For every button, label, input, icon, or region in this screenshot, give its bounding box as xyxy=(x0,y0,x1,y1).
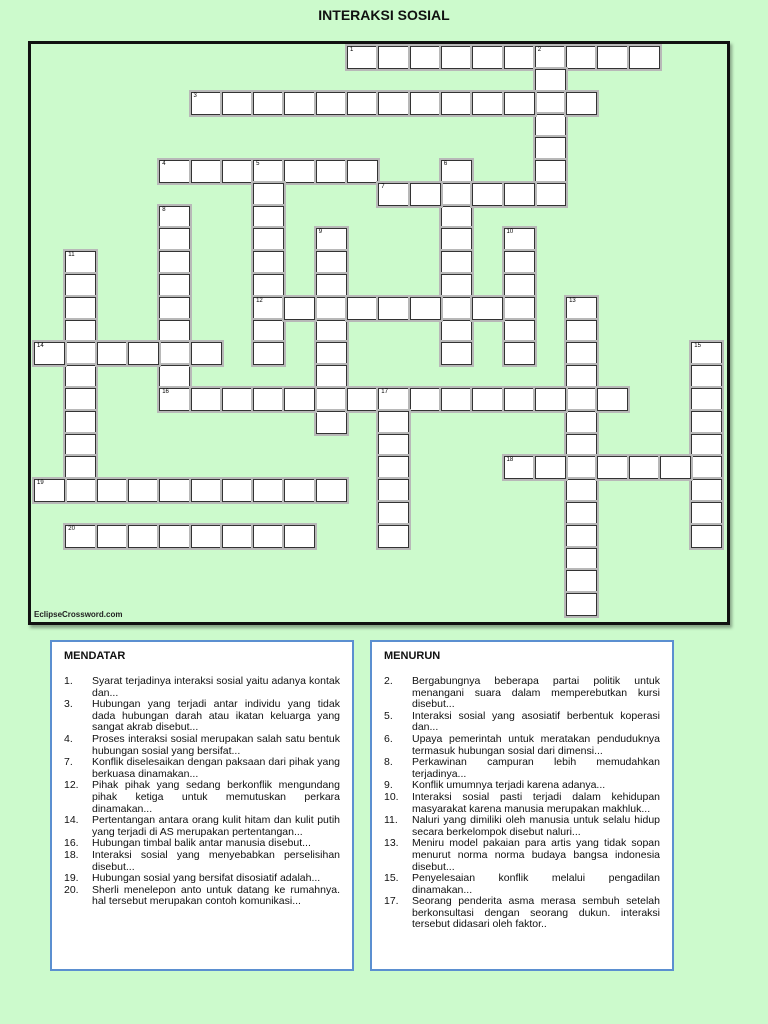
page-title: INTERAKSI SOSIAL xyxy=(318,7,450,23)
clue-num: 13. xyxy=(384,837,399,850)
clue-number: 8 xyxy=(162,206,166,213)
grid-cell[interactable] xyxy=(347,92,378,115)
grid-cell[interactable] xyxy=(629,456,660,479)
grid-cell[interactable] xyxy=(535,114,566,137)
grid-cell[interactable] xyxy=(253,479,284,502)
grid-cell[interactable] xyxy=(97,342,128,365)
down-clue xyxy=(384,676,660,711)
across-clue xyxy=(64,780,340,815)
clue-text: Hubungan timbal balik antar manusia disebut... xyxy=(92,837,311,850)
grid-cell[interactable] xyxy=(504,342,535,365)
grid-cell[interactable] xyxy=(159,160,190,183)
clue-num: 9. xyxy=(384,779,393,792)
clue-num: 10. xyxy=(384,790,399,803)
grid-cell[interactable] xyxy=(535,92,566,115)
grid-cell[interactable] xyxy=(441,183,472,206)
grid-cell[interactable] xyxy=(316,320,347,343)
grid-cell[interactable] xyxy=(566,548,597,571)
clue-number: 13 xyxy=(569,297,576,304)
grid-cell[interactable] xyxy=(504,183,535,206)
grid-cell[interactable] xyxy=(472,388,503,411)
grid-cell[interactable] xyxy=(159,525,190,548)
down-clue xyxy=(384,792,660,815)
down-clue xyxy=(384,815,660,838)
grid-cell[interactable] xyxy=(284,92,315,115)
grid-cell[interactable] xyxy=(284,160,315,183)
grid-cell[interactable] xyxy=(441,274,472,297)
across-heading: MENDATAR xyxy=(64,650,126,662)
grid-cell[interactable] xyxy=(691,388,722,411)
grid-cell[interactable] xyxy=(504,456,535,479)
grid-cell[interactable] xyxy=(253,228,284,251)
grid-cell[interactable] xyxy=(660,456,691,479)
grid-cell[interactable] xyxy=(566,479,597,502)
grid-cell[interactable] xyxy=(65,434,96,457)
grid-cell[interactable] xyxy=(378,92,409,115)
clue-text: Konflik diselesaikan dengan paksaan dari pihak yang berkuasa dinamakan... xyxy=(92,756,340,780)
across-clue xyxy=(64,699,340,734)
grid-cell[interactable] xyxy=(65,320,96,343)
grid-cell[interactable] xyxy=(566,434,597,457)
grid-cell[interactable] xyxy=(410,46,441,69)
grid-cell[interactable] xyxy=(597,46,628,69)
grid-cell[interactable] xyxy=(253,206,284,229)
down-clue xyxy=(384,734,660,757)
across-clue xyxy=(64,850,340,873)
grid-cell[interactable] xyxy=(441,160,472,183)
grid-cell[interactable] xyxy=(378,456,409,479)
clue-num: 11. xyxy=(384,814,398,827)
clue-number: 5 xyxy=(256,161,260,167)
grid-cell[interactable] xyxy=(378,411,409,434)
grid-cell[interactable] xyxy=(159,297,190,320)
grid-cell[interactable] xyxy=(441,297,472,320)
grid-cell[interactable] xyxy=(316,411,347,434)
grid-cell[interactable] xyxy=(504,251,535,274)
grid-cell[interactable] xyxy=(253,320,284,343)
grid-cell[interactable] xyxy=(128,525,159,548)
across-clue xyxy=(64,676,340,699)
clue-number: 17 xyxy=(381,389,388,395)
grid-cell[interactable] xyxy=(253,160,284,183)
grid-cell[interactable] xyxy=(472,92,503,115)
grid-cell[interactable] xyxy=(566,570,597,593)
grid-cell[interactable] xyxy=(691,456,722,479)
grid-cell[interactable] xyxy=(316,92,347,115)
grid-cell[interactable] xyxy=(316,274,347,297)
grid-cell[interactable] xyxy=(316,160,347,183)
grid-cell[interactable] xyxy=(347,160,378,183)
clue-num: 16. xyxy=(64,837,79,850)
grid-cell[interactable] xyxy=(504,228,535,251)
grid-cell[interactable] xyxy=(159,388,190,411)
clue-text: Bergabungnya beberapa partai politik untuk menangani suara dalam memperebutkan kursi disebut... xyxy=(412,675,660,711)
grid-cell[interactable] xyxy=(535,46,566,69)
clue-num: 2. xyxy=(384,675,393,687)
clue-number: 19 xyxy=(37,480,44,487)
grid-cell[interactable] xyxy=(441,46,472,69)
grid-cell[interactable] xyxy=(128,342,159,365)
grid-cell[interactable] xyxy=(159,479,190,502)
grid-cell[interactable] xyxy=(597,456,628,479)
grid-cell[interactable] xyxy=(410,388,441,411)
grid-cell[interactable] xyxy=(316,479,347,502)
clue-number: 9 xyxy=(318,229,323,236)
grid-cell[interactable] xyxy=(159,251,190,274)
clue-text: Perkawinan campuran lebih memudahkan terjadinya... xyxy=(412,756,660,780)
grid-cell[interactable] xyxy=(535,183,566,206)
grid-cell[interactable] xyxy=(65,388,96,411)
grid-cell[interactable] xyxy=(441,388,472,411)
grid-cell[interactable] xyxy=(691,502,722,525)
grid-cell[interactable] xyxy=(347,46,378,69)
grid-cell[interactable] xyxy=(566,456,597,479)
clue-number: 4 xyxy=(162,161,166,167)
crossword-grid xyxy=(28,41,730,625)
grid-cell[interactable] xyxy=(284,388,315,411)
grid-cell[interactable] xyxy=(191,92,222,115)
clue-text: Meniru model pakaian para artis yang tidak sopan menurut norma norma budaya bangsa indonesia disebut... xyxy=(412,837,660,873)
clue-number: 7 xyxy=(381,183,385,190)
grid-cell[interactable] xyxy=(253,183,284,206)
grid-cell[interactable] xyxy=(410,297,441,320)
grid-cell[interactable] xyxy=(191,388,222,411)
grid-cell[interactable] xyxy=(316,228,347,251)
grid-cell[interactable] xyxy=(535,69,566,92)
clue-text: Konflik umumnya terjadi karena adanya... xyxy=(412,779,606,792)
grid-cell[interactable] xyxy=(566,320,597,343)
clue-number: 18 xyxy=(506,457,514,464)
grid-cell[interactable] xyxy=(65,365,96,388)
clue-number: 10 xyxy=(506,229,514,236)
clue-num: 6. xyxy=(384,732,393,745)
clue-number: 15 xyxy=(694,343,701,350)
clue-num: 5. xyxy=(384,709,393,722)
grid-cell[interactable] xyxy=(347,388,378,411)
grid-cell[interactable] xyxy=(128,479,159,502)
down-clue xyxy=(384,838,660,873)
grid-cell[interactable] xyxy=(566,297,597,320)
grid-cell[interactable] xyxy=(222,92,253,115)
clue-num: 8. xyxy=(384,756,393,769)
grid-cell[interactable] xyxy=(378,297,409,320)
grid-cell[interactable] xyxy=(691,479,722,502)
grid-cell[interactable] xyxy=(535,456,566,479)
grid-cell[interactable] xyxy=(65,525,96,548)
clue-num: 14. xyxy=(64,814,79,827)
grid-cell[interactable] xyxy=(691,525,722,548)
clue-number: 3 xyxy=(193,92,197,99)
grid-cell[interactable] xyxy=(316,388,347,411)
clue-text: Interaksi sosial pasti terjadi dalam kehidupan masyarakat karena manusia merupakan makhluk... xyxy=(412,790,660,815)
grid-cell[interactable] xyxy=(34,342,65,365)
grid-cell[interactable] xyxy=(316,297,347,320)
clue-num: 15. xyxy=(384,872,399,885)
grid-cell[interactable] xyxy=(97,479,128,502)
grid-cell[interactable] xyxy=(504,297,535,320)
grid-cell[interactable] xyxy=(222,479,253,502)
grid-cell[interactable] xyxy=(410,183,441,206)
clue-num: 20. xyxy=(64,883,79,896)
clue-number: 1 xyxy=(350,47,354,53)
grid-cell[interactable] xyxy=(253,92,284,115)
across-clues-panel xyxy=(50,640,354,971)
grid-cell[interactable] xyxy=(222,160,253,183)
grid-cell[interactable] xyxy=(159,365,190,388)
grid-cell[interactable] xyxy=(65,342,96,365)
grid-cell[interactable] xyxy=(504,92,535,115)
grid-cell[interactable] xyxy=(691,365,722,388)
grid-cell[interactable] xyxy=(504,274,535,297)
clue-number: 12 xyxy=(256,297,263,304)
grid-cell[interactable] xyxy=(378,479,409,502)
down-clues-panel xyxy=(370,640,674,971)
grid-cell[interactable] xyxy=(535,160,566,183)
across-clue xyxy=(64,734,340,757)
clue-num: 4. xyxy=(64,732,73,745)
grid-cell[interactable] xyxy=(566,365,597,388)
clue-text: Interaksi sosial yang menyebabkan perselisihan disebut... xyxy=(92,848,340,873)
grid-cell[interactable] xyxy=(253,388,284,411)
grid-cell[interactable] xyxy=(191,479,222,502)
grid-cell[interactable] xyxy=(472,297,503,320)
grid-cell[interactable] xyxy=(159,274,190,297)
grid-cell[interactable] xyxy=(597,388,628,411)
grid-cell[interactable] xyxy=(691,434,722,457)
clue-num: 18. xyxy=(64,848,79,861)
grid-cell[interactable] xyxy=(378,183,409,206)
grid-cell[interactable] xyxy=(378,525,409,548)
grid-cell[interactable] xyxy=(378,502,409,525)
grid-cell[interactable] xyxy=(159,228,190,251)
grid-cell[interactable] xyxy=(65,479,96,502)
grid-cell[interactable] xyxy=(566,525,597,548)
grid-cell[interactable] xyxy=(504,320,535,343)
down-clue xyxy=(384,757,660,780)
grid-cell[interactable] xyxy=(535,388,566,411)
grid-cell[interactable] xyxy=(65,456,96,479)
across-clue xyxy=(64,885,340,908)
clue-number: 16 xyxy=(162,389,169,395)
across-clue xyxy=(64,873,340,885)
grid-cell[interactable] xyxy=(159,320,190,343)
clue-text: Penyelesaian konflik melalui pengadilan dinamakan... xyxy=(412,872,660,896)
grid-cell[interactable] xyxy=(159,342,190,365)
clue-num: 17. xyxy=(384,895,399,908)
grid-cell[interactable] xyxy=(378,388,409,411)
across-clue xyxy=(64,815,340,838)
grid-cell[interactable] xyxy=(65,274,96,297)
grid-cell[interactable] xyxy=(566,411,597,434)
grid-cell[interactable] xyxy=(284,525,315,548)
grid-cell[interactable] xyxy=(159,206,190,229)
across-clue xyxy=(64,757,340,780)
grid-cell[interactable] xyxy=(441,92,472,115)
grid-cell[interactable] xyxy=(504,388,535,411)
grid-cell[interactable] xyxy=(378,46,409,69)
grid-cell[interactable] xyxy=(472,46,503,69)
grid-cell[interactable] xyxy=(191,160,222,183)
clue-text: Hubungan sosial yang bersifat disosiatif adalah... xyxy=(92,872,321,885)
grid-cell[interactable] xyxy=(191,525,222,548)
grid-cell[interactable] xyxy=(222,388,253,411)
grid-cell[interactable] xyxy=(253,274,284,297)
grid-cell[interactable] xyxy=(441,206,472,229)
grid-cell[interactable] xyxy=(191,342,222,365)
grid-cell[interactable] xyxy=(347,297,378,320)
grid-cell[interactable] xyxy=(441,228,472,251)
clue-text: Sherli menelepon anto untuk datang ke rumahnya. hal tersebut merupakan contoh komunikasi... xyxy=(92,883,340,908)
grid-cell[interactable] xyxy=(284,297,315,320)
clue-num: 19. xyxy=(64,872,79,885)
clue-num: 3. xyxy=(64,698,73,711)
grid-cell[interactable] xyxy=(65,297,96,320)
grid-cell[interactable] xyxy=(284,479,315,502)
clue-text: Hubungan yang terjadi antar individu yang tidak dada hubungan darah atau ikatan keluarga yang sangat akrab disebut... xyxy=(92,698,340,734)
grid-cell[interactable] xyxy=(441,342,472,365)
grid-cell[interactable] xyxy=(65,251,96,274)
grid-cell[interactable] xyxy=(253,251,284,274)
clue-text: Seorang penderita asma merasa sembuh setelah berkonsultasi dengan seorang dukun. interaksi tersebut didasari oleh faktor.. xyxy=(412,895,660,931)
down-clue xyxy=(384,711,660,734)
clue-num: 7. xyxy=(64,756,73,769)
down-clue xyxy=(384,873,660,896)
credit-text: EclipseCrossword.com xyxy=(34,610,123,619)
grid-cell[interactable] xyxy=(566,388,597,411)
grid-cell[interactable] xyxy=(566,502,597,525)
clue-text: Syarat terjadinya interaksi sosial yaitu adanya kontak dan... xyxy=(92,675,340,699)
grid-cell[interactable] xyxy=(316,342,347,365)
down-clue xyxy=(384,896,660,931)
clue-number: 14 xyxy=(37,343,44,350)
clue-num: 1. xyxy=(64,675,73,687)
grid-cell[interactable] xyxy=(629,46,660,69)
clue-text: Naluri yang dimiliki oleh manusia untuk selalu hidup secara berkelompok disebut naluri... xyxy=(412,814,660,838)
grid-cell[interactable] xyxy=(97,525,128,548)
grid-cell[interactable] xyxy=(535,137,566,160)
grid-cell[interactable] xyxy=(566,46,597,69)
clue-number: 11 xyxy=(68,252,75,259)
grid-cell[interactable] xyxy=(253,525,284,548)
clue-number: 20 xyxy=(68,525,75,532)
grid-cell[interactable] xyxy=(691,411,722,434)
grid-cell[interactable] xyxy=(441,251,472,274)
clue-text: Pihak pihak yang sedang berkonflik mengundang pihak ketiga untuk memutuskan perkara dinamakan... xyxy=(92,779,340,815)
clue-text: Proses interaksi sosial merupakan salah satu bentuk hubungan sosial yang bersifat... xyxy=(92,732,340,757)
grid-cell[interactable] xyxy=(253,342,284,365)
grid-cell[interactable] xyxy=(410,92,441,115)
clue-text: Pertentangan antara orang kulit hitam dan kulit putih yang terjadi di AS merupakan pertentangan... xyxy=(92,814,340,838)
grid-cell[interactable] xyxy=(316,251,347,274)
grid-cell[interactable] xyxy=(566,342,597,365)
clue-text: Interaksi sosial yang asosiatif berbentuk koperasi dan... xyxy=(412,709,660,734)
down-heading: MENURUN xyxy=(384,650,441,662)
grid-cell[interactable] xyxy=(472,183,503,206)
clue-number: 6 xyxy=(443,161,448,167)
grid-cell[interactable] xyxy=(222,525,253,548)
grid-cell[interactable] xyxy=(566,593,597,616)
grid-cell[interactable] xyxy=(253,297,284,320)
grid-cell[interactable] xyxy=(691,342,722,365)
grid-cell[interactable] xyxy=(566,92,597,115)
grid-cell[interactable] xyxy=(65,411,96,434)
clue-text: Upaya pemerintah untuk meratakan penduduknya termasuk hubungan sosial dari dimensi... xyxy=(412,732,660,757)
grid-cell[interactable] xyxy=(504,46,535,69)
clue-number: 2 xyxy=(537,47,542,53)
grid-cell[interactable] xyxy=(378,434,409,457)
grid-cell[interactable] xyxy=(34,479,65,502)
clue-num: 12. xyxy=(64,779,79,792)
grid-cell[interactable] xyxy=(316,365,347,388)
grid-cell[interactable] xyxy=(441,320,472,343)
